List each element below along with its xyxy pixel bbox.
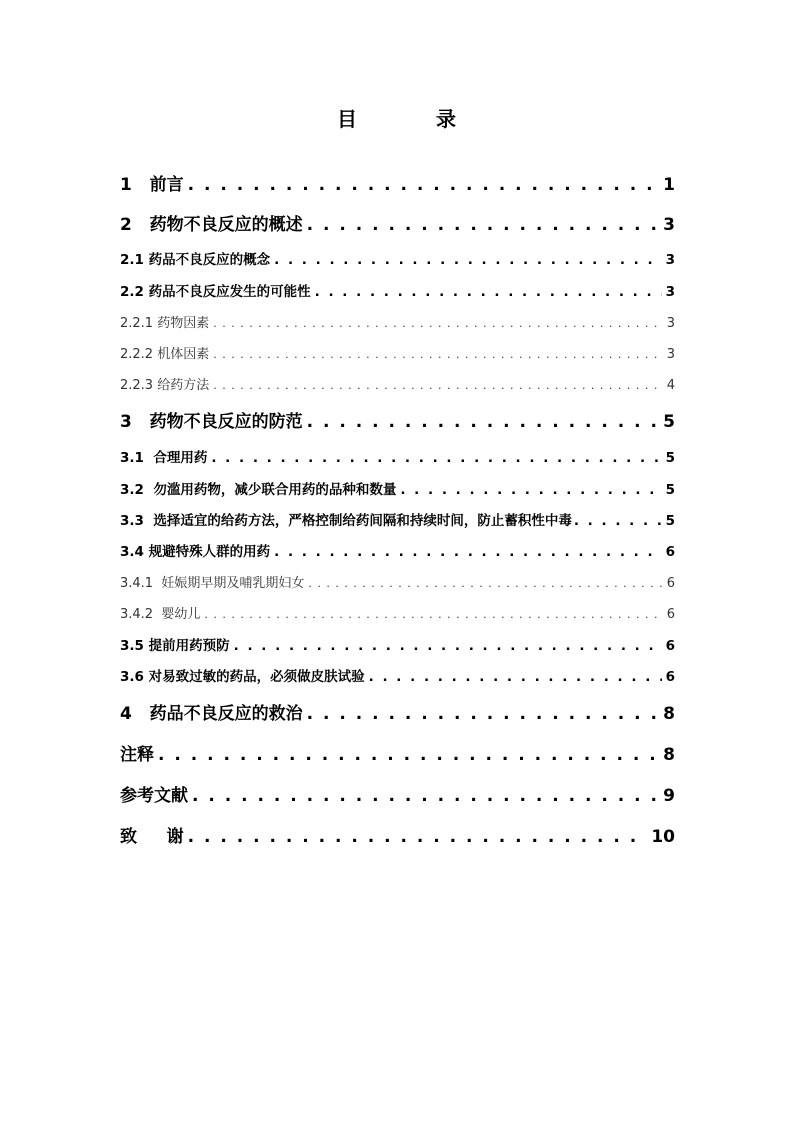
- dot-leader: [188, 827, 648, 847]
- toc-entry[interactable]: [120, 170, 675, 195]
- toc-entry[interactable]: [120, 699, 675, 724]
- toc-entry-page: 3: [666, 316, 675, 331]
- toc-entry[interactable]: [120, 312, 675, 331]
- toc-entry-page: 1: [663, 175, 675, 195]
- toc-entry[interactable]: [120, 374, 675, 393]
- dot-leader: [158, 745, 659, 765]
- toc-entry-page: 3: [666, 347, 675, 362]
- toc-entry[interactable]: [120, 781, 675, 806]
- toc-entry-page: 9: [663, 786, 675, 806]
- toc-entry-label: 3.6 对易致过敏的药品，必须做皮肤试验: [120, 669, 365, 685]
- toc-entry-page: 10: [651, 827, 675, 847]
- toc-entry-label: 致 谢: [120, 827, 184, 847]
- toc-entry-label: 3.5 提前用药预防: [120, 638, 230, 654]
- toc-entry-label: 3.1 合理用药: [120, 450, 208, 466]
- toc-entry-page: 6: [666, 576, 675, 591]
- dot-leader: [315, 284, 662, 300]
- dot-leader: [307, 215, 660, 235]
- dot-leader: [274, 252, 661, 268]
- dot-leader: [213, 379, 663, 392]
- dot-leader: [400, 482, 661, 498]
- toc-entry-page: 6: [666, 607, 675, 622]
- toc-entry-page: 3: [665, 252, 675, 268]
- toc-entry-label: 2.2.1 药物因素: [120, 316, 210, 331]
- dot-leader: [307, 704, 660, 724]
- toc-entry[interactable]: [120, 634, 675, 654]
- toc-entry[interactable]: [120, 509, 675, 529]
- toc-entry-page: 6: [665, 544, 675, 560]
- toc-entry-label: 2.2.3 给药方法: [120, 378, 210, 393]
- toc-entry-label: 3.4 规避特殊人群的用药: [120, 544, 271, 560]
- dot-leader: [192, 786, 659, 806]
- toc-entry-label: 3.4.2 婴幼儿: [120, 607, 201, 622]
- toc-entry-label: 2.2 药品不良反应发生的可能性: [120, 284, 311, 300]
- dot-leader: [213, 348, 663, 361]
- toc-entry[interactable]: [120, 343, 675, 362]
- toc-entry-page: 3: [663, 215, 675, 235]
- toc-entry[interactable]: [120, 478, 675, 498]
- toc-entry[interactable]: [120, 603, 675, 622]
- toc-entry-page: 3: [665, 284, 675, 300]
- toc-entry-label: 3.4.1 妊娠期早期及哺乳期妇女: [120, 576, 305, 591]
- toc-entry-page: 5: [665, 482, 675, 498]
- toc-entry[interactable]: [120, 572, 675, 591]
- dot-leader: [204, 608, 662, 621]
- toc-entry-label: 2 药物不良反应的概述: [120, 215, 303, 235]
- dot-leader: [307, 412, 660, 432]
- toc-entry[interactable]: [120, 210, 675, 235]
- toc-entry[interactable]: [120, 280, 675, 300]
- toc-entry-label: 3 药物不良反应的防范: [120, 412, 303, 432]
- toc-entry-page: 6: [665, 669, 675, 685]
- toc-entry-label: 2.1 药品不良反应的概念: [120, 252, 271, 268]
- toc-entry-label: 1 前言: [120, 175, 184, 195]
- dot-leader: [211, 450, 661, 466]
- toc-entry[interactable]: [120, 248, 675, 268]
- toc-entry[interactable]: [120, 446, 675, 466]
- toc-entry-page: 8: [663, 745, 675, 765]
- dot-leader: [308, 577, 662, 590]
- toc-entry-page: 5: [665, 513, 675, 529]
- toc-entry-label: 2.2.2 机体因素: [120, 347, 210, 362]
- toc-entry-label: 3.2 勿滥用药物，减少联合用药的品种和数量: [120, 482, 397, 498]
- toc-entry[interactable]: [120, 407, 675, 432]
- dot-leader: [369, 669, 662, 685]
- toc-entry-page: 4: [666, 378, 675, 393]
- toc-entry-page: 5: [663, 412, 675, 432]
- toc-entry-label: 注释: [120, 745, 154, 765]
- toc-entry-label: 3.3 选择适宜的给药方法，严格控制给药间隔和持续时间，防止蓄积性中毒: [120, 513, 572, 529]
- toc-entry-label: 参考文献: [120, 786, 188, 806]
- toc-entry[interactable]: [120, 740, 675, 765]
- toc-entry[interactable]: [120, 540, 675, 560]
- dot-leader: [574, 513, 664, 529]
- toc-entry-page: 8: [663, 704, 675, 724]
- dot-leader: [234, 638, 662, 654]
- toc-entry[interactable]: [120, 822, 675, 847]
- toc-entry-page: 5: [665, 450, 675, 466]
- toc-entry-page: 6: [665, 638, 675, 654]
- toc-title: 目 录: [337, 107, 492, 131]
- dot-leader: [213, 317, 663, 330]
- dot-leader: [274, 544, 661, 560]
- toc-entry-label: 4 药品不良反应的救治: [120, 704, 303, 724]
- toc-entry[interactable]: [120, 665, 675, 685]
- dot-leader: [188, 175, 660, 195]
